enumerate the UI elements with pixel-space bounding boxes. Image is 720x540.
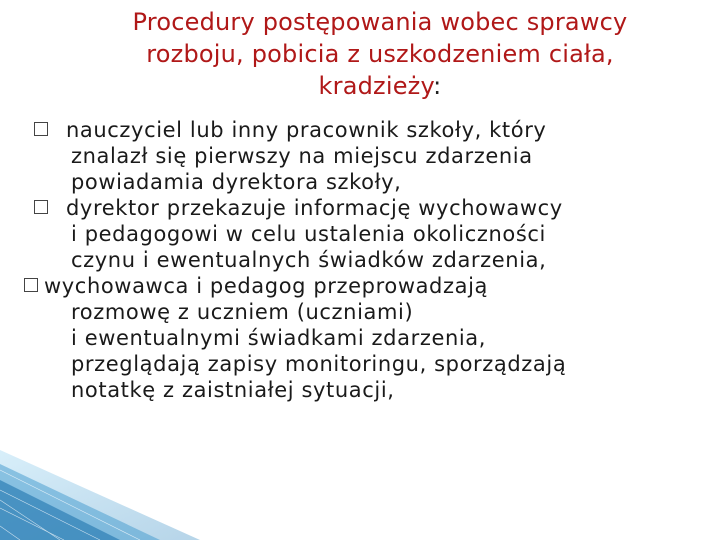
bullet-3-line-4: przeglądają zapisy monitoringu, sporządzają	[71, 352, 567, 376]
title-line-3	[80, 70, 680, 102]
checkbox-icon	[24, 278, 38, 292]
bullet-3-line-1	[22, 273, 712, 299]
bullet-2-line-2: i pedagogowi w celu ustalenia okoliczności	[71, 222, 546, 246]
checkbox-icon	[34, 200, 48, 214]
bullet-item-3	[22, 273, 712, 403]
bullet-1-line-2: znalazł się pierwszy na miejscu zdarzenia	[71, 144, 533, 168]
checkbox-icon	[34, 122, 48, 136]
bullet-2-text-1: dyrektor przekazuje informację wychowawcy	[66, 196, 563, 220]
bullet-item-1	[22, 117, 712, 195]
title-line-3-text: kradzieży	[318, 72, 434, 100]
corner-decoration	[0, 450, 200, 540]
bullet-list	[22, 117, 712, 403]
title-colon: :	[433, 72, 442, 100]
bullet-3-line-2: rozmowę z uczniem (uczniami)	[71, 300, 414, 324]
bullet-1-line-3: powiadamia dyrektora szkoły,	[71, 170, 402, 194]
bullet-3-text-1: wychowawca i pedagog przeprowadzają	[44, 274, 488, 298]
bullet-1-line-1	[22, 117, 712, 143]
bullet-1-text-1: nauczyciel lub inny pracownik szkoły, który	[66, 118, 547, 142]
title-line-2: rozboju, pobicia z uszkodzeniem ciała,	[146, 40, 614, 68]
bullet-2-line-3: czynu i ewentualnych świadków zdarzenia,	[71, 248, 547, 272]
slide-title	[80, 6, 680, 102]
bullet-2-line-1	[22, 195, 712, 221]
bullet-3-line-3: i ewentualnymi świadkami zdarzenia,	[71, 326, 487, 350]
bullet-item-2	[22, 195, 712, 273]
title-line-1: Procedury postępowania wobec sprawcy	[132, 8, 628, 36]
bullet-3-line-5: notatkę z zaistniałej sytuacji,	[71, 378, 395, 402]
